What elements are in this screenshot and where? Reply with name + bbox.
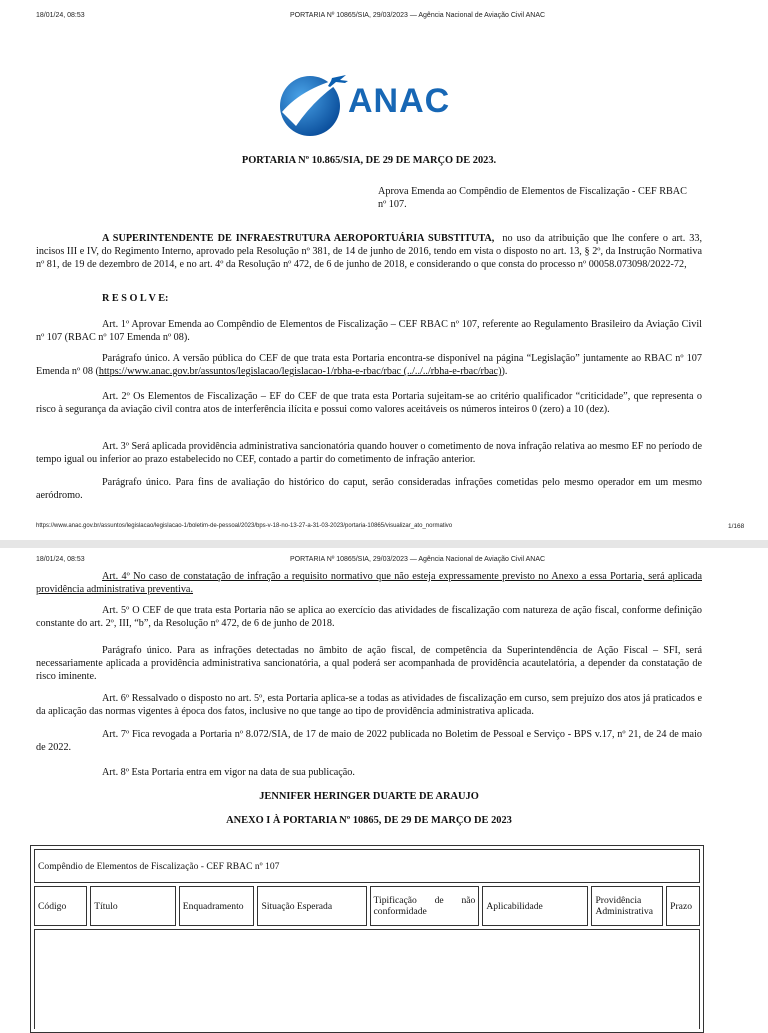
- par-unico-text: Parágrafo único. A versão pública do CEF de que trata esta Portaria encontra-se disponível na página “Legislação” juntamente ao RBAC nº 107 Emenda nº 08 (: [36, 353, 702, 377]
- page-counter: 1/168: [728, 523, 745, 530]
- table-caption: Compêndio de Elementos de Fiscalização - CEF RBAC nº 107: [34, 849, 700, 883]
- anac-logo-text: ANAC: [348, 82, 451, 120]
- print-timestamp: 18/01/24, 08:53: [36, 12, 85, 19]
- art-3: Art. 3º Será aplicada providência administrativa sancionatória quando houver o cometimento de nova infração relativa ao mesmo EF no período de tempo igual ou inferior ao prazo estabelecido no CEF, contado a partir do cometimento de infração anterior.: [36, 441, 702, 465]
- art-1-paragrafo-unico: [36, 352, 702, 378]
- table-caption-row: [34, 849, 700, 883]
- resolve-heading: R E S O L V E:: [102, 293, 169, 304]
- table-header-row: [34, 886, 700, 926]
- preamble: [36, 232, 702, 271]
- col-providencia: Providência Administrativa: [591, 886, 663, 926]
- col-tipificacao: Tipificação de não conformidade: [370, 886, 480, 926]
- annex-table: [30, 845, 704, 1033]
- col-codigo: Código: [34, 886, 87, 926]
- art-5-paragrafo-unico: Parágrafo único. Para as infrações detectadas no âmbito de ação fiscal, de competência da Superintendência de Ação Fiscal – SFI, será necessariamente aplicada a providência administrativa sancionatória, a qual poderá ser acompanhada de providência acautelatória, a depender da constatação de risco iminente.: [36, 645, 702, 682]
- print-header-title: PORTARIA Nº 10865/SIA, 29/03/2023 — Agência Nacional de Aviação Civil ANAC: [290, 12, 546, 19]
- signatory-name: JENNIFER HERINGER DUARTE DE ARAUJO: [259, 791, 479, 802]
- art-4: [36, 570, 702, 596]
- footer-url[interactable]: https://www.anac.gov.br/assuntos/legislacao/legislacao-1/boletim-de-pessoal/2023/bps-v-18-no-13-27-a-31-03-2023/portaria-10865/visualizar_ato_normativo: [36, 523, 453, 529]
- preamble-authority: A SUPERINTENDENTE DE INFRAESTRUTURA AEROPORTUÁRIA SUBSTITUTA,: [102, 233, 495, 244]
- print-header-title: PORTARIA Nº 10865/SIA, 29/03/2023 — Agência Nacional de Aviação Civil ANAC: [290, 556, 546, 563]
- col-enquadramento: Enquadramento: [179, 886, 255, 926]
- art-1: Art. 1º Aprovar Emenda ao Compêndio de Elementos de Fiscalização – CEF RBAC nº 107, referente ao Regulamento Brasileiro da Aviação Civil nº 107 (RBAC nº 107 Emenda nº 08).: [36, 319, 702, 343]
- print-timestamp: 18/01/24, 08:53: [36, 556, 85, 563]
- page-separator: [0, 540, 768, 548]
- col-situacao-esperada: Situação Esperada: [257, 886, 366, 926]
- preamble-text: no uso da atribuição que lhe confere o art. 33, incisos III e IV, do Regimento Interno, aprovado pela Resolução nº 381, de 14 de junho de 2016, tendo em vista o disposto no art. 13, § 2º, da Instrução Normativa nº 81, de 19 de dezembro de 2014, e no art. 4º da Resolução nº 472, de 6 de junho de 2018, e considerando o que consta do processo nº 00058.073098/2022-72,: [36, 233, 703, 270]
- col-prazo: Prazo: [666, 886, 700, 926]
- portaria-title: PORTARIA Nº 10.865/SIA, DE 29 DE MARÇO DE 2023.: [241, 155, 497, 166]
- art-7: Art. 7º Fica revogada a Portaria nº 8.072/SIA, de 17 de maio de 2022 publicada no Boletim de Pessoal e Serviço - BPS v.17, nº 21, de 24 de maio de 2022.: [36, 729, 702, 753]
- ementa: Aprova Emenda ao Compêndio de Elementos de Fiscalização - CEF RBAC nº 107.: [378, 186, 687, 210]
- art-6: Art. 6º Ressalvado o disposto no art. 5º, esta Portaria aplica-se a todas as atividades de fiscalização em curso, sem prejuízo dos atos já praticados e da aplicação das normas vigentes à época dos fatos, inclusive no que tange ao tipo de providência administrativa aplicada.: [36, 693, 702, 717]
- col-titulo: Título: [90, 886, 176, 926]
- legislacao-link[interactable]: https://www.anac.gov.br/assuntos/legislacao/legislacao-1/rbha-e-rbac/rbac (../../../rbha-e-rbac/rbac): [98, 366, 502, 377]
- art-4-text: Art. 4º No caso de constatação de infração a requisito normativo que não esteja expressamente previsto no Anexo a essa Portaria, será aplicada providência administrativa preventiva.: [36, 571, 702, 595]
- art-3-paragrafo-unico: Parágrafo único. Para fins de avaliação do histórico do caput, serão consideradas infrações cometidas pelo mesmo operador em um mesmo aeródromo.: [36, 477, 702, 501]
- art-5: Art. 5º O CEF de que trata esta Portaria não se aplica ao exercício das atividades de fiscalização com natureza de ação fiscal, conforme definição constante do art. 2º, III, “b”, da Resolução nº 472, de 6 de junho de 2018.: [36, 605, 702, 629]
- art-8: Art. 8º Esta Portaria entra em vigor na data de sua publicação.: [102, 767, 355, 778]
- art-2: Art. 2º Os Elementos de Fiscalização – EF do CEF de que trata esta Portaria sujeitam-se ao critério qualificador “criticidade”, que representa o risco à segurança da aviação civil contra atos de interferência ilícita e possui como valores aceitáveis os números inteiros 0 (zero) a 10 (dez).: [36, 391, 702, 415]
- par-unico-end: ).: [501, 366, 508, 377]
- anac-logo: [274, 68, 474, 140]
- table-empty-row: [34, 929, 700, 1029]
- document-page-2: [0, 548, 768, 1024]
- col-aplicabilidade: Aplicabilidade: [482, 886, 588, 926]
- table-body-area: [34, 929, 700, 1029]
- annex-title: ANEXO I À PORTARIA Nº 10865, DE 29 DE MARÇO DE 2023: [226, 815, 512, 826]
